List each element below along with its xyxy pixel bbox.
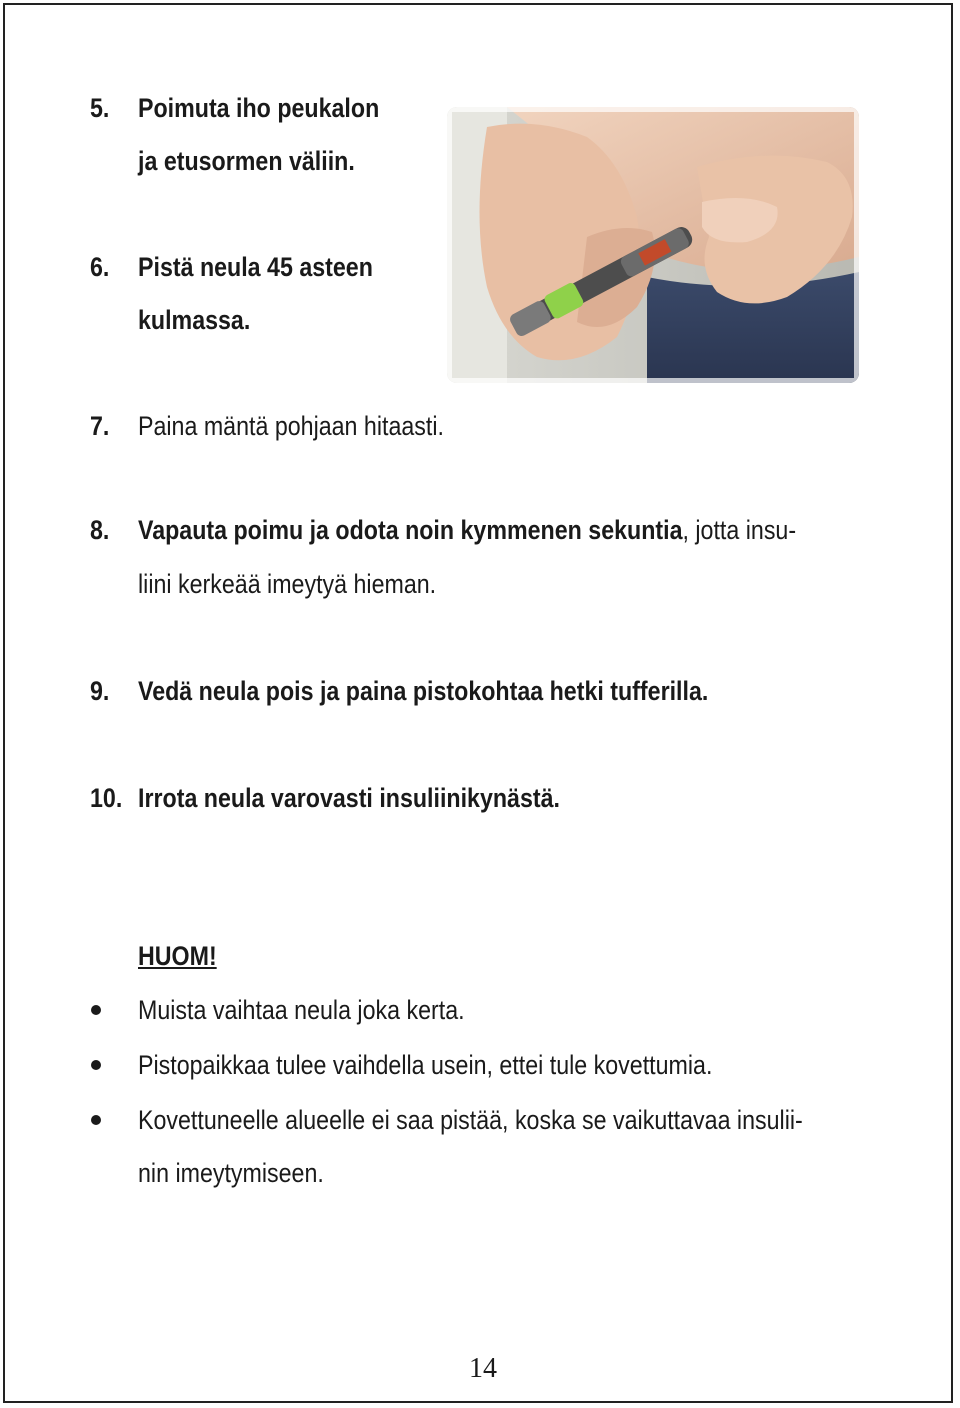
step-8-line-1 xyxy=(138,515,796,546)
step-10-text: Irrota neula varovasti insuliinikynästä. xyxy=(138,783,560,813)
step-8-bold-text: Vapauta poimu ja odota noin kymmenen sekuntia xyxy=(138,515,683,545)
note-bullet-2: Pistopaikkaa tulee vaihdella usein, ettei tule kovettumia. xyxy=(138,1050,713,1080)
step-5-line-2: ja etusormen väliin. xyxy=(138,146,355,176)
step-6-line-1: Pistä neula 45 asteen xyxy=(138,252,373,282)
bullet-dot-1 xyxy=(91,1005,101,1015)
note-bullet-3-line-2: nin imeytymiseen. xyxy=(138,1158,324,1188)
step-7-text: Paina mäntä pohjaan hitaasti. xyxy=(138,411,444,441)
step-7-number: 7. xyxy=(90,411,110,441)
note-bullet-1: Muista vaihtaa neula joka kerta. xyxy=(138,995,465,1025)
step-8-number: 8. xyxy=(90,515,110,545)
step-10-number: 10. xyxy=(90,783,123,813)
step-6-number: 6. xyxy=(90,252,110,282)
bullet-dot-3 xyxy=(91,1115,101,1125)
insulin-injection-photo xyxy=(447,107,859,383)
bullet-dot-2 xyxy=(91,1060,101,1070)
step-5-number: 5. xyxy=(90,93,110,123)
step-9-number: 9. xyxy=(90,676,110,706)
step-9-text: Vedä neula pois ja paina pistokohtaa hetki tufferilla. xyxy=(138,676,709,706)
step-8-line-2: liini kerkeää imeytyä hieman. xyxy=(138,569,437,599)
step-5-line-1: Poimuta iho peukalon xyxy=(138,93,380,123)
note-heading: HUOM! xyxy=(138,941,217,971)
step-6-line-2: kulmassa. xyxy=(138,305,251,335)
document-page xyxy=(3,3,953,1403)
page-number: 14 xyxy=(469,1353,497,1384)
note-bullet-3-line-1: Kovettuneelle alueelle ei saa pistää, koska se vaikuttavaa insulii- xyxy=(138,1105,803,1135)
step-8-rest-text: , jotta insu- xyxy=(682,515,797,545)
